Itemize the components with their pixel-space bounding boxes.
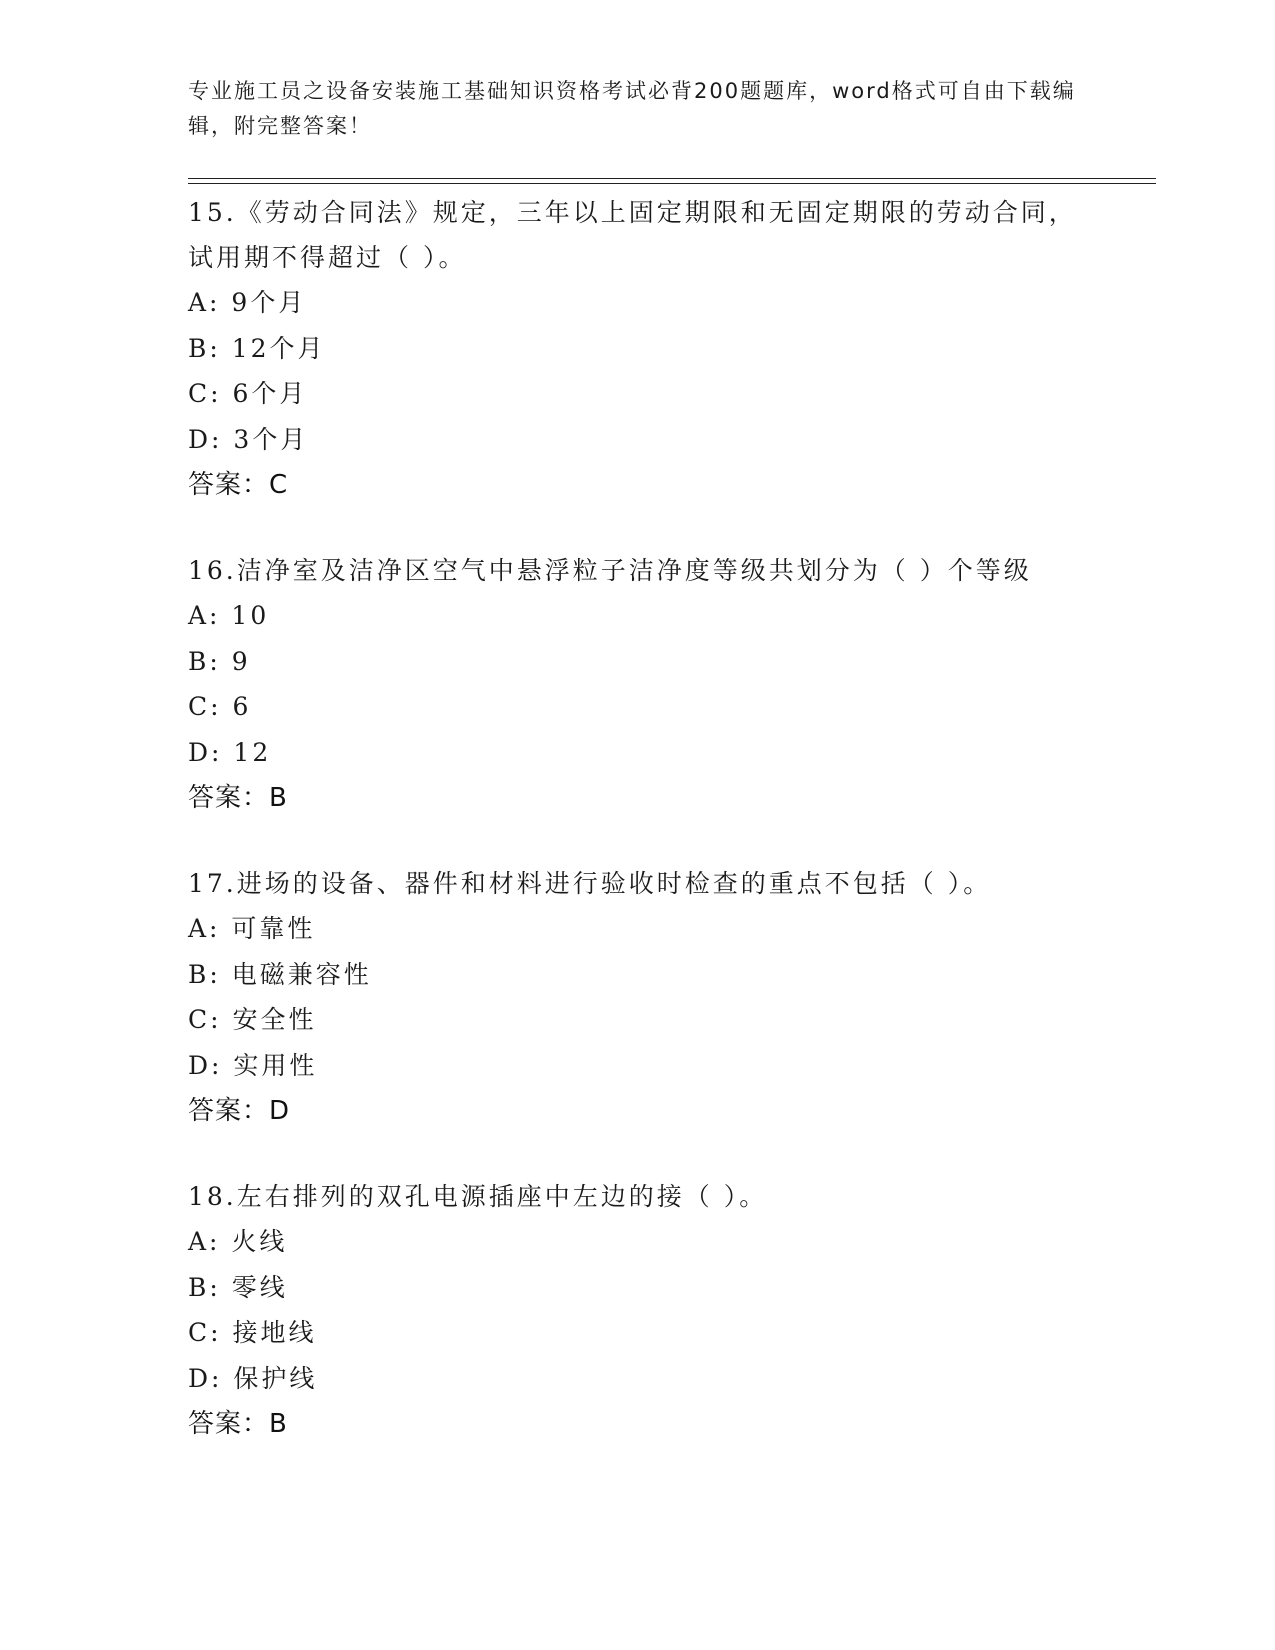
- question-17: [188, 861, 1088, 1134]
- option-c: C: 接地线: [188, 1318, 317, 1347]
- option-d: D: 3个月: [188, 424, 309, 454]
- option-d: D: 12: [188, 737, 272, 767]
- option-d: D: 实用性: [188, 1050, 318, 1080]
- option-c: C: 6: [188, 692, 252, 721]
- option-c: C: 6个月: [188, 379, 308, 408]
- answer-label: 答案：B: [188, 1409, 288, 1439]
- question-stem: 16.洁净室及洁净区空气中悬浮粒子洁净度等级共划分为（ ）个等级: [188, 556, 1032, 585]
- option-b: B: 零线: [188, 1272, 288, 1302]
- option-d: D: 保护线: [188, 1363, 318, 1393]
- answer-label: 答案：C: [188, 470, 289, 500]
- header-divider-top: [188, 178, 1156, 179]
- option-a: A: 10: [188, 601, 270, 630]
- option-a: A: 火线: [188, 1227, 288, 1256]
- option-a: A: 9个月: [188, 288, 307, 317]
- answer-label: 答案：D: [188, 1096, 291, 1126]
- question-list: [188, 190, 1088, 1487]
- option-b: B: 电磁兼容性: [188, 959, 372, 989]
- option-b: B: 12个月: [188, 333, 326, 363]
- question-stem: 18.左右排列的双孔电源插座中左边的接（ ）。: [188, 1182, 768, 1211]
- question-stem: 17.进场的设备、器件和材料进行验收时检查的重点不包括（ ）。: [188, 869, 992, 898]
- option-c: C: 安全性: [188, 1005, 317, 1034]
- question-stem: 15.《劳动合同法》规定，三年以上固定期限和无固定期限的劳动合同，试用期不得超过（ ）。: [188, 198, 1077, 272]
- question-16: [188, 548, 1088, 821]
- question-18: [188, 1174, 1088, 1447]
- header-divider-bottom: [188, 183, 1156, 184]
- option-a: A: 可靠性: [188, 914, 316, 943]
- answer-label: 答案：B: [188, 783, 288, 813]
- question-15: [188, 190, 1088, 508]
- document-header: 专业施工员之设备安装施工基础知识资格考试必背200题题库，word格式可自由下载编辑，附完整答案！: [188, 79, 1076, 138]
- option-b: B: 9: [188, 646, 251, 676]
